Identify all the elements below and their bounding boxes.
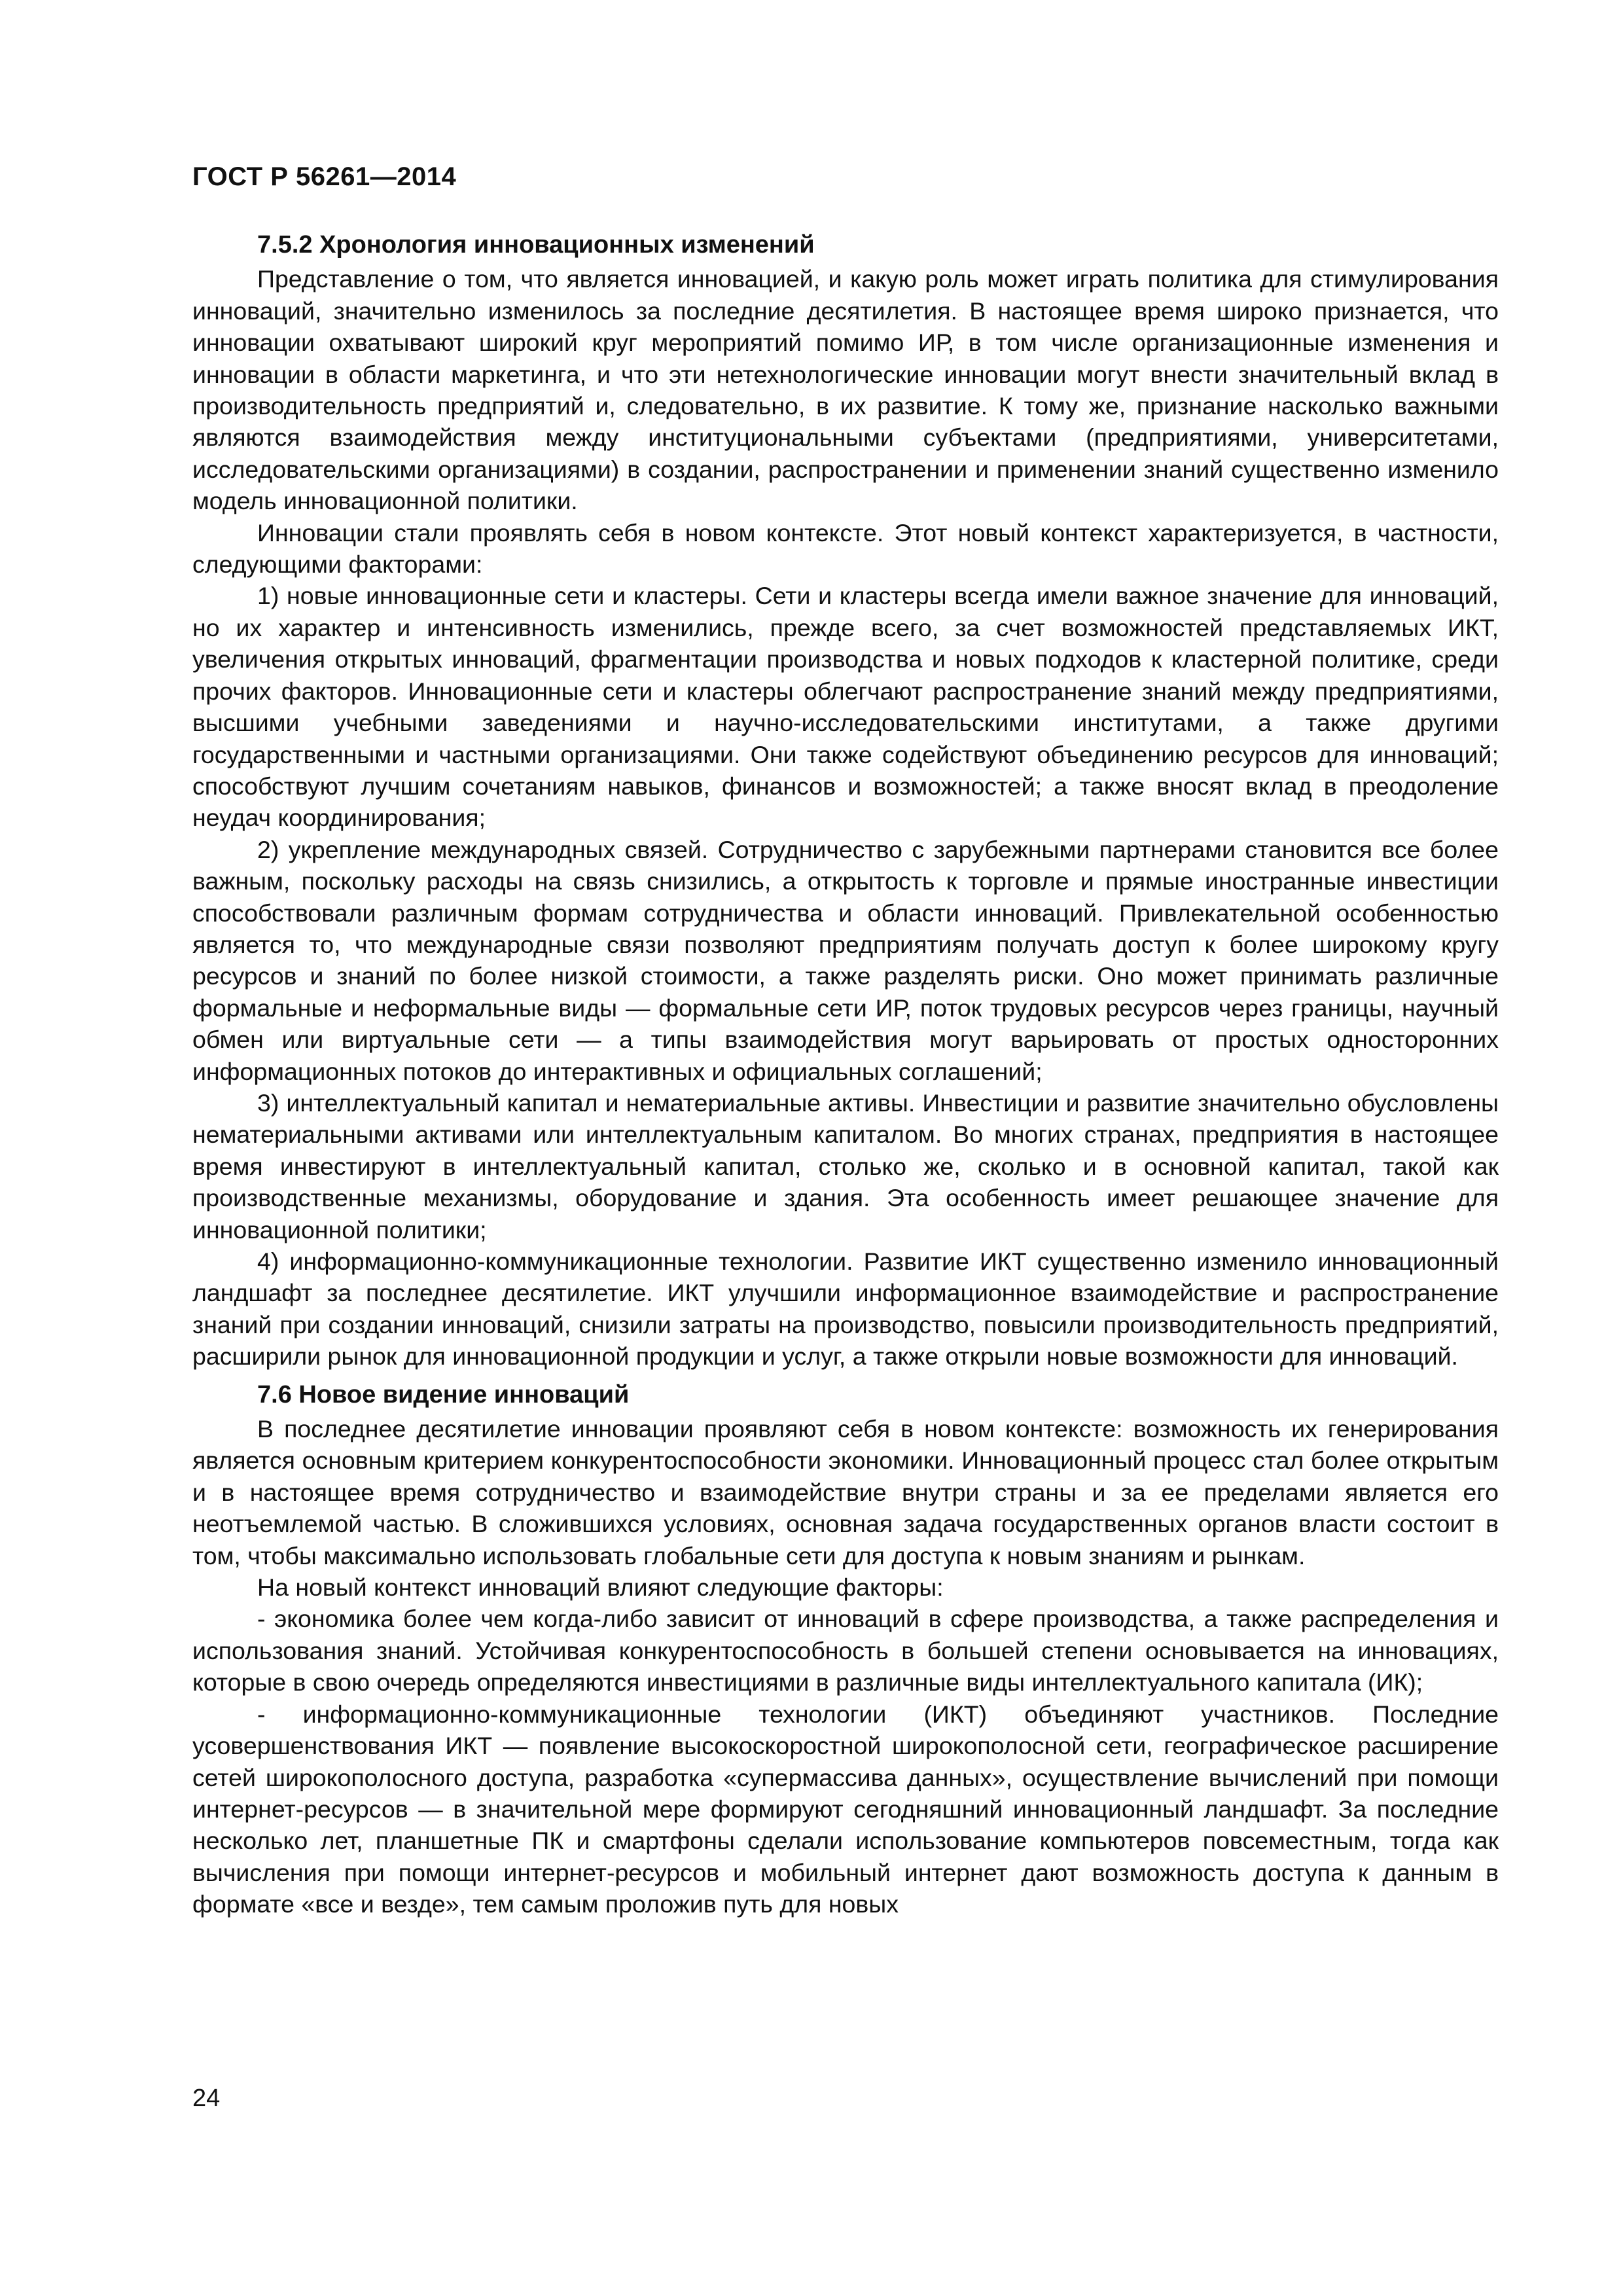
list-item: 4) информационно-коммуникационные технологии. Развитие ИКТ существенно изменило инновационный ландшафт за последнее десятилетие. ИКТ улучшили информационное взаимодействие и распространение знаний при создании инноваций, снизили затраты на производство, повысили производительность предприятий, расширили рынок для инновационной продукции и услуг, а также открыли новые возможности для инноваций.: [192, 1247, 1499, 1371]
list-item: 2) укрепление международных связей. Сотрудничество с зарубежными партнерами становится все более важным, поскольку расходы на связь снизились, а открытость к торговле и прямые иностранные инвестиции способствовали различным формам сотрудничества и области инноваций. Привлекательной особенностью является то, что международные связи позволяют предприятиям получать доступ к более широкому кругу ресурсов и знаний по более низкой стоимости, а также разделять риски. Оно может принимать различные формальные и неформальные виды — формальные сети ИР, поток трудовых ресурсов через границы, научный обмен или виртуальные сети — а типы взаимодействия могут варьировать от простых односторонних информационных потоков до интерактивных и официальных соглашений;: [192, 835, 1499, 1085]
standard-designation: ГОСТ Р 56261—2014: [192, 162, 457, 191]
list-item: - информационно-коммуникационные технологии (ИКТ) объединяют участников. Последние усовершенствования ИКТ — появление высокоскоростной широкополосной сети, географическое расширение сетей широкополосного доступа, разработка «супермассива данных», осуществление вычислений при помощи интернет-ресурсов — в значительной мере формируют сегодняшний инновационный ландшафт. За последние несколько лет, планшетные ПК и смартфоны сделали использование компьютеров повсеместным, тогда как вычисления при помощи интернет-ресурсов и мобильный интернет дают возможность доступа к данным в формате «все и везде», тем самым проложив путь для новых: [192, 1700, 1499, 1918]
section-heading-7-5-2: 7.5.2 Хронология инновационных изменений: [257, 231, 815, 259]
paragraph: В последнее десятилетие инновации проявляют себя в новом контексте: возможность их генерирования является основным критерием конкурентоспособности экономики. Инновационный процесс стал более открытым и в настоящее время сотрудничество и взаимодействие внутри страны и за ее пределами является его неотъемлемой частью. В сложившихся условиях, основная задача государственных органов власти состоит в том, чтобы максимально использовать глобальные сети для доступа к новым знаниям и рынкам.: [192, 1415, 1499, 1570]
paragraph: Инновации стали проявлять себя в новом контексте. Этот новый контекст характеризуется, в частности, следующими факторами:: [192, 518, 1499, 579]
list-item: 3) интеллектуальный капитал и нематериальные активы. Инвестиции и развитие значительно обусловлены нематериальными активами или интеллектуальным капиталом. Во многих странах, предприятия в настоящее время инвестируют в интеллектуальный капитал, столько же, сколько и в основной капитал, такой как производственные механизмы, оборудование и здания. Эта особенность имеет решающее значение для инновационной политики;: [192, 1088, 1499, 1244]
page-number: 24: [192, 2085, 221, 2112]
paragraph: На новый контекст инноваций влияют следующие факторы:: [257, 1573, 944, 1602]
paragraph: Представление о том, что является инновацией, и какую роль может играть политика для стимулирования инноваций, значительно изменилось за последние десятилетия. В настоящее время широко признается, что инновации охватывают широкий круг мероприятий помимо ИР, в том числе организационные изменения и инновации в области маркетинга, и что эти нетехнологические инновации могут внести значительный вклад в производительность предприятий и, следовательно, в их развитие. К тому же, признание насколько важными являются взаимодействия между институциональными субъектами (предприятиями, университетами, исследовательскими организациями) в создании, распространении и применении знаний существенно изменило модель инновационной политики.: [192, 265, 1499, 515]
list-item: - экономика более чем когда-либо зависит от инноваций в сфере производства, а также распределения и использования знаний. Устойчивая конкурентоспособность в большей степени основывается на инновациях, которые в свою очередь определяются инвестициями в различные виды интеллектуального капитала (ИК);: [192, 1605, 1499, 1696]
document-body: [192, 229, 1499, 1920]
section-heading-7-6: 7.6 Новое видение инноваций: [257, 1380, 630, 1408]
list-item: 1) новые инновационные сети и кластеры. Сети и кластеры всегда имели важное значение для инноваций, но их характер и интенсивность изменились, прежде всего, за счет возможностей представляемых ИКТ, увеличения открытых инноваций, фрагментации производства и новых подходов к кластерной политике, среди прочих факторов. Инновационные сети и кластеры облегчают распространение знаний между предприятиями, высшими учебными заведениями и научно-исследовательскими институтами, а также другими государственными и частными организациями. Они также содействуют объединению ресурсов для инноваций; способствуют лучшим сочетаниям навыков, финансов и возможностей; а также вносят вклад в преодоление неудач координирования;: [192, 582, 1499, 832]
